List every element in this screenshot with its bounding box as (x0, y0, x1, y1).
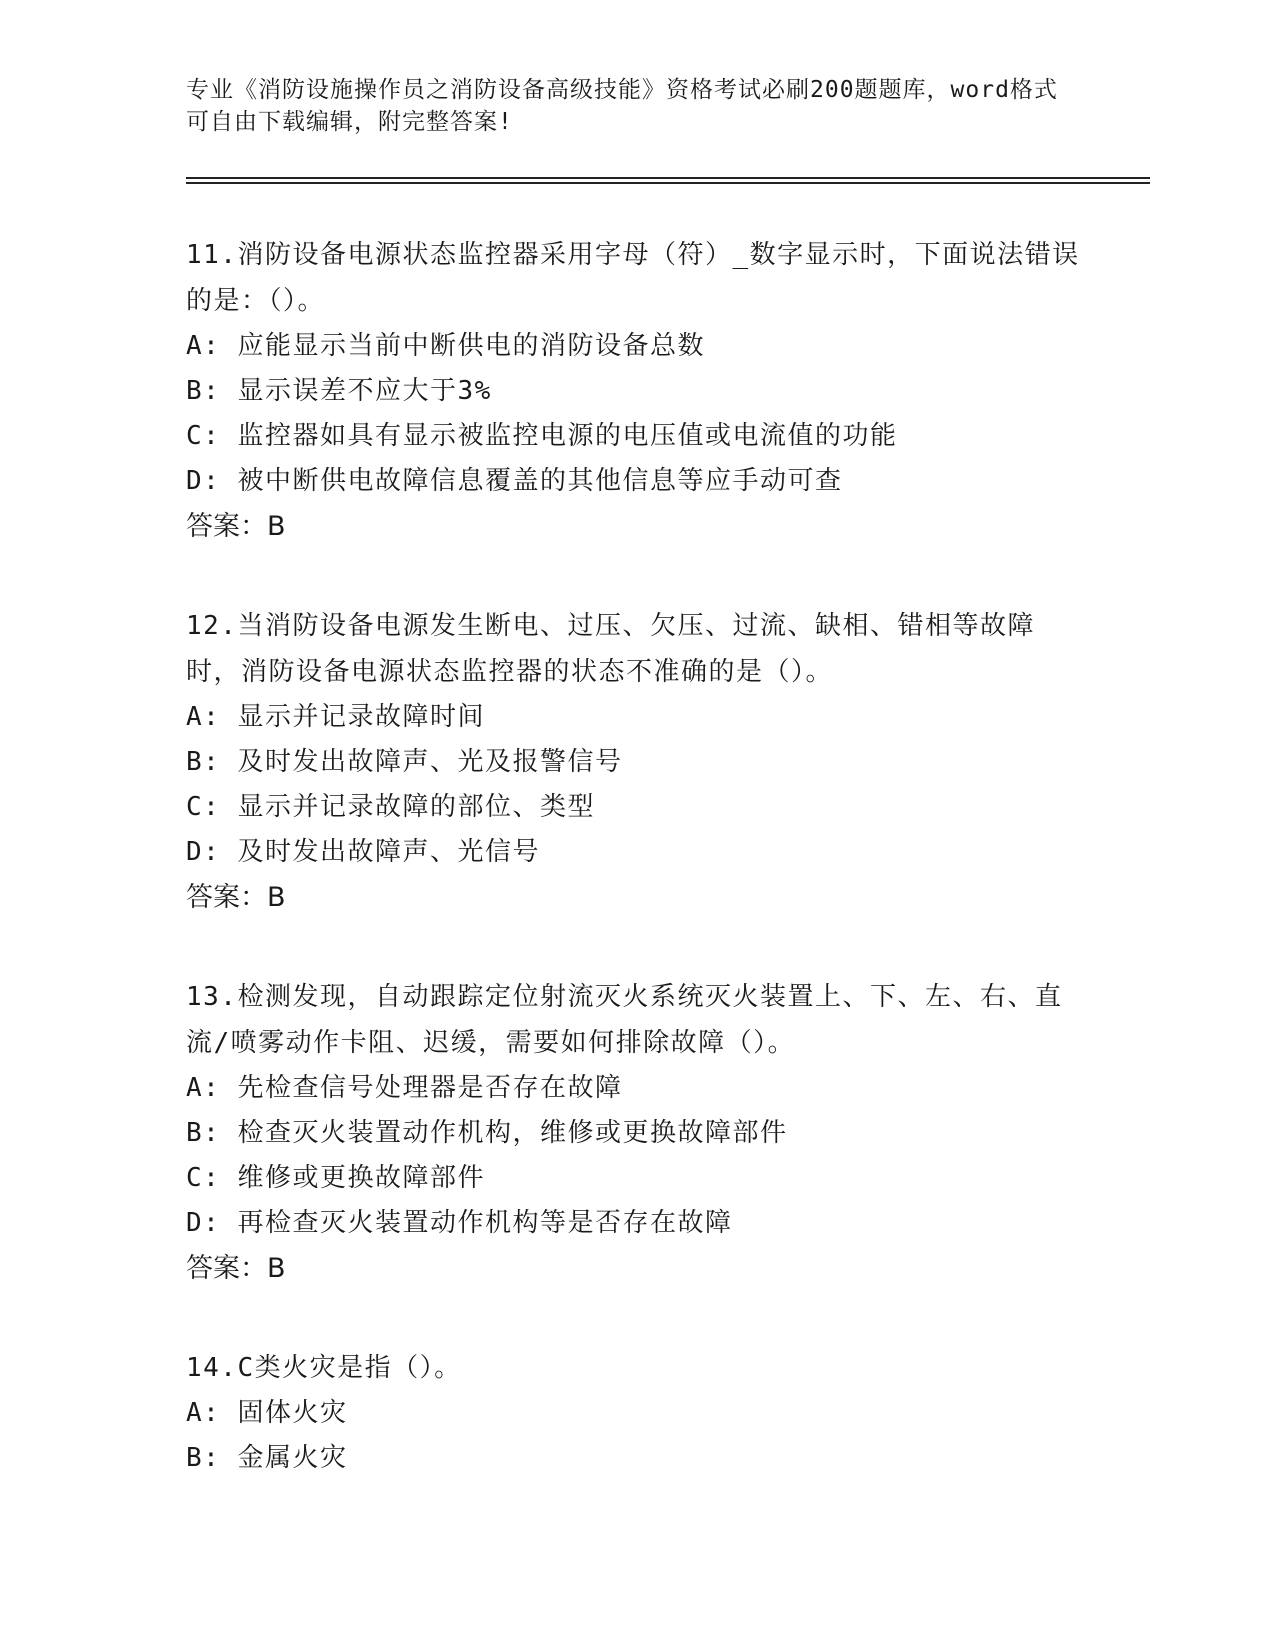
option-d: D: 及时发出故障声、光信号 (186, 837, 540, 867)
answer-line: 答案：B (186, 1253, 286, 1284)
option-b: B: 及时发出故障声、光及报警信号 (186, 747, 623, 777)
option-b: B: 金属火灾 (186, 1443, 348, 1473)
header-divider-bottom (186, 182, 1150, 184)
option-d: D: 再检查灭火装置动作机构等是否存在故障 (186, 1208, 733, 1238)
answer-line: 答案：B (186, 882, 286, 913)
question-13 (186, 974, 1086, 1291)
question-text: 14.C类火灾是指（）。 (186, 1353, 462, 1383)
option-d: D: 被中断供电故障信息覆盖的其他信息等应手动可查 (186, 466, 843, 496)
option-a: A: 先检查信号处理器是否存在故障 (186, 1073, 623, 1103)
option-c: C: 维修或更换故障部件 (186, 1163, 485, 1193)
question-text: 13.检测发现，自动跟踪定位射流灭火系统灭火装置上、下、左、右、直流/喷雾动作卡阻、迟缓，需要如何排除故障（）。 (186, 982, 1063, 1058)
option-c: C: 显示并记录故障的部位、类型 (186, 792, 595, 822)
question-text: 12.当消防设备电源发生断电、过压、欠压、过流、缺相、错相等故障时，消防设备电源状态监控器的状态不准确的是（）。 (186, 611, 1035, 687)
option-c: C: 监控器如具有显示被监控电源的电压值或电流值的功能 (186, 421, 898, 451)
option-b: B: 显示误差不应大于3% (186, 376, 492, 406)
header-text: 专业《消防设施操作员之消防设备高级技能》资格考试必刷200题题库，word格式可自由下载编辑，附完整答案! (186, 77, 1058, 135)
document-header (186, 74, 1066, 138)
question-list (186, 232, 1086, 1535)
option-a: A: 显示并记录故障时间 (186, 702, 485, 732)
question-11 (186, 232, 1086, 549)
question-14 (186, 1345, 1086, 1481)
question-text: 11.消防设备电源状态监控器采用字母（符）_数字显示时，下面说法错误的是：（）。 (186, 240, 1080, 316)
answer-line: 答案：B (186, 511, 286, 542)
option-a: A: 应能显示当前中断供电的消防设备总数 (186, 331, 705, 361)
header-divider-top (186, 177, 1150, 179)
question-12 (186, 603, 1086, 920)
option-b: B: 检查灭火装置动作机构，维修或更换故障部件 (186, 1118, 788, 1148)
option-a: A: 固体火灾 (186, 1398, 348, 1428)
